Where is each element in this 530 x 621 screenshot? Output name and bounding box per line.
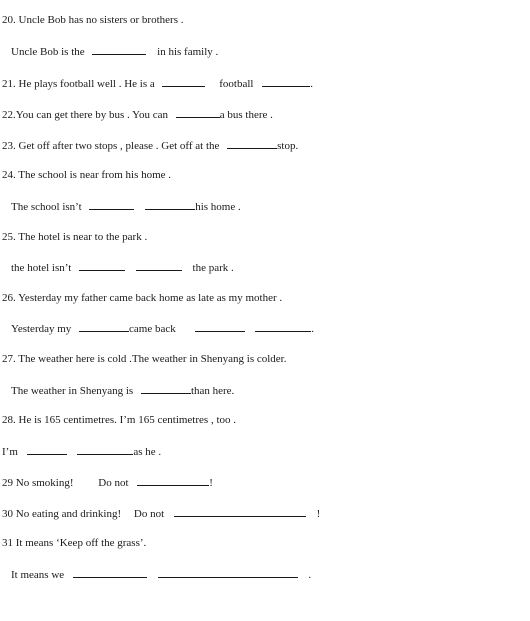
answer-24 [11, 199, 241, 214]
question-23-text-2: stop. [277, 140, 299, 152]
question-21-blank-1[interactable] [162, 76, 205, 87]
answer-26-blank-3[interactable] [255, 321, 311, 332]
answer-28-blank-2[interactable] [77, 444, 133, 455]
answer-31-text-1: It means we [11, 569, 65, 581]
question-30-text-3: ! [316, 508, 321, 520]
answer-26-text-2: came back [129, 323, 176, 335]
answer-20-text-2: in his family . [157, 46, 219, 58]
answer-31 [11, 567, 311, 582]
question-22 [2, 107, 273, 122]
question-23-blank-1[interactable] [227, 138, 277, 149]
answer-26-text-3: . [311, 323, 315, 335]
answer-24-text-2: his home . [195, 201, 241, 213]
answer-20 [11, 44, 218, 59]
answer-25-text-1: the hotel isn’t [11, 262, 72, 274]
answer-28-text-2: as he . [133, 446, 162, 458]
answer-20-blank-1[interactable] [92, 44, 146, 55]
answer-27-text-1: The weather in Shenyang is [11, 385, 134, 397]
question-23-text-1: 23. Get off after two stops , please . Get off at the [2, 140, 220, 152]
question-30-text-2: Do not [133, 508, 165, 520]
question-26: 26. Yesterday my father came back home as late as my mother . [2, 292, 283, 304]
answer-28 [2, 444, 161, 459]
answer-25-blank-1[interactable] [79, 260, 125, 271]
question-27: 27. The weather here is cold .The weather in Shenyang is colder. [2, 353, 287, 365]
answer-20-text-1: Uncle Bob is the [11, 46, 85, 58]
answer-25-text-2: the park . [192, 262, 234, 274]
answer-26-blank-2[interactable] [195, 321, 245, 332]
question-28: 28. He is 165 centimetres. I’m 165 centimetres , too . [2, 414, 236, 426]
question-24: 24. The school is near from his home . [2, 169, 172, 181]
question-25: 25. The hotel is near to the park . [2, 231, 148, 243]
answer-25-blank-2[interactable] [136, 260, 182, 271]
question-29-text-1: 29 No smoking! [2, 477, 74, 489]
question-21-text-2: football [219, 78, 254, 90]
question-22-text-2: a bus there . [219, 109, 273, 121]
question-21-blank-2[interactable] [262, 76, 310, 87]
question-21-text-3: . [310, 78, 313, 90]
answer-24-blank-2[interactable] [145, 199, 195, 210]
answer-24-blank-1[interactable] [89, 199, 134, 210]
question-22-text-1: 22.You can get there by bus . You can [2, 109, 169, 121]
question-20: 20. Uncle Bob has no sisters or brothers . [2, 14, 184, 26]
question-23 [2, 138, 298, 153]
question-22-blank-1[interactable] [176, 107, 220, 118]
question-30-text-1: 30 No eating and drinking! [2, 508, 122, 520]
question-30-blank-1[interactable] [174, 506, 306, 517]
answer-27 [11, 383, 234, 398]
question-29-blank-1[interactable] [137, 475, 209, 486]
answer-24-text-1: The school isn’t [11, 201, 82, 213]
answer-31-text-2: . [308, 569, 312, 581]
answer-28-text-1: I’m [2, 446, 18, 458]
question-31: 31 It means ‘Keep off the grass’. [2, 537, 147, 549]
answer-26 [11, 321, 314, 336]
answer-27-text-2: than here. [190, 385, 235, 397]
question-30 [2, 506, 320, 521]
answer-26-blank-1[interactable] [79, 321, 129, 332]
question-29-text-3: ! [209, 477, 213, 489]
answer-28-blank-1[interactable] [27, 444, 67, 455]
answer-26-text-1: Yesterday my [11, 323, 72, 335]
question-29-text-2: Do not [98, 477, 129, 489]
answer-25 [11, 260, 234, 275]
answer-31-blank-1[interactable] [73, 567, 147, 578]
answer-31-blank-2[interactable] [158, 567, 298, 578]
question-29 [2, 475, 213, 490]
question-21-text-1: 21. He plays football well . He is a [2, 78, 155, 90]
question-21 [2, 76, 313, 91]
answer-27-blank-1[interactable] [141, 383, 191, 394]
